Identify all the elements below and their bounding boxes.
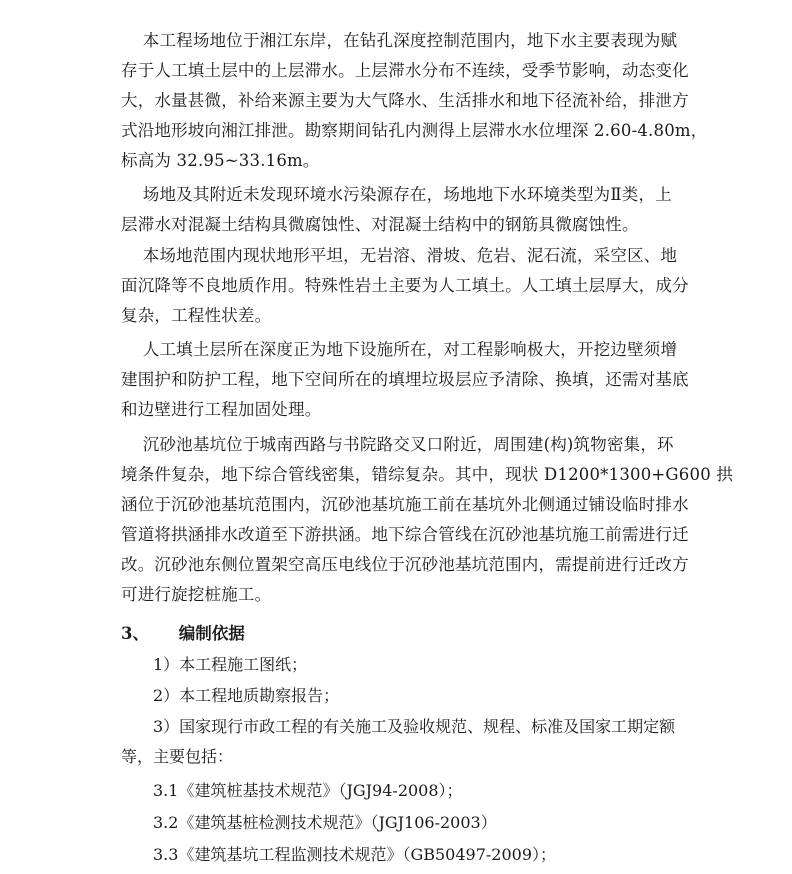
text-line: 面沉降等不良地质作用。特殊性岩土主要为人工填土。人工填土层厚大，成分 — [121, 276, 689, 295]
paragraph-groundwater — [121, 26, 708, 176]
text-line: 和边壁进行工程加固处理。 — [121, 400, 322, 419]
standard-item: 3.1《建筑桩基技术规范》（JGJ94-2008）； — [153, 781, 463, 800]
text-line: 大，水量甚微，补给来源主要为大气降水、生活排水和地下径流补给，排泄方 — [121, 91, 689, 110]
text-line: 可进行旋挖桩施工。 — [121, 585, 272, 604]
text-line: 本工程场地位于湘江东岸，在钻孔深度控制范围内，地下水主要表现为赋 — [121, 31, 678, 50]
text-line: 涵位于沉砂池基坑范围内，沉砂池基坑施工前在基坑外北侧通过铺设临时排水 — [121, 495, 689, 514]
standard-item: 3.2《建筑基桩检测技术规范》（JGJ106-2003） — [153, 813, 497, 832]
text-line: 场地及其附近未发现环境水污染源存在，场地地下水环境类型为Ⅱ类，上 — [121, 185, 672, 204]
text-line: 沉砂池基坑位于城南西路与书院路交叉口附近，周围建(构)筑物密集，环 — [121, 435, 674, 454]
text-line: 复杂，工程性状差。 — [121, 306, 272, 325]
text-line: 标高为 32.95~33.16m。 — [121, 151, 320, 170]
section-heading — [121, 619, 245, 649]
text-line: 3）国家现行市政工程的有关施工及验收规范、规程、标准及国家工期定额 — [153, 717, 676, 736]
paragraph-fill-layer — [121, 335, 689, 425]
text-line: 存于人工填土层中的上层滞水。上层滞水分布不连续，受季节影响，动态变化 — [121, 61, 689, 80]
paragraph-water-environment — [121, 180, 672, 240]
text-line: 境条件复杂，地下综合管线密集，错综复杂。其中，现状 D1200*1300+G600 拱 — [121, 465, 734, 484]
list-item: 2）本工程地质勘察报告； — [153, 686, 340, 705]
text-line: 改。沉砂池东侧位置架空高压电线位于沉砂池基坑范围内，需提前进行迁改方 — [121, 555, 689, 574]
list-item: 1）本工程施工图纸； — [153, 655, 308, 674]
list-item — [121, 712, 676, 772]
section-title: 编制依据 — [178, 624, 245, 643]
text-line: 人工填土层所在深度正为地下设施所在，对工程影响极大，开挖边壁须增 — [121, 340, 678, 359]
text-line: 管道将拱涵排水改道至下游拱涵。地下综合管线在沉砂池基坑施工前需进行迁 — [121, 525, 689, 544]
text-line: 等，主要包括： — [121, 747, 234, 766]
paragraph-terrain — [121, 241, 689, 331]
standard-item: 3.3《建筑基坑工程监测技术规范》（GB50497-2009）； — [153, 845, 557, 864]
text-line: 式沿地形坡向湘江排泄。勘察期间钻孔内测得上层滞水水位埋深 2.60-4.80m， — [121, 121, 708, 140]
paragraph-sand-pit — [121, 430, 734, 610]
text-line: 本场地范围内现状地形平坦，无岩溶、滑坡、危岩、泥石流，采空区、地 — [121, 246, 678, 265]
section-number: 3、 — [121, 624, 149, 643]
text-line: 建围护和防护工程，地下空间所在的填埋垃圾层应予清除、换填，还需对基底 — [121, 370, 689, 389]
text-line: 层滞水对混凝土结构具微腐蚀性、对混凝土结构中的钢筋具微腐蚀性。 — [121, 215, 639, 234]
